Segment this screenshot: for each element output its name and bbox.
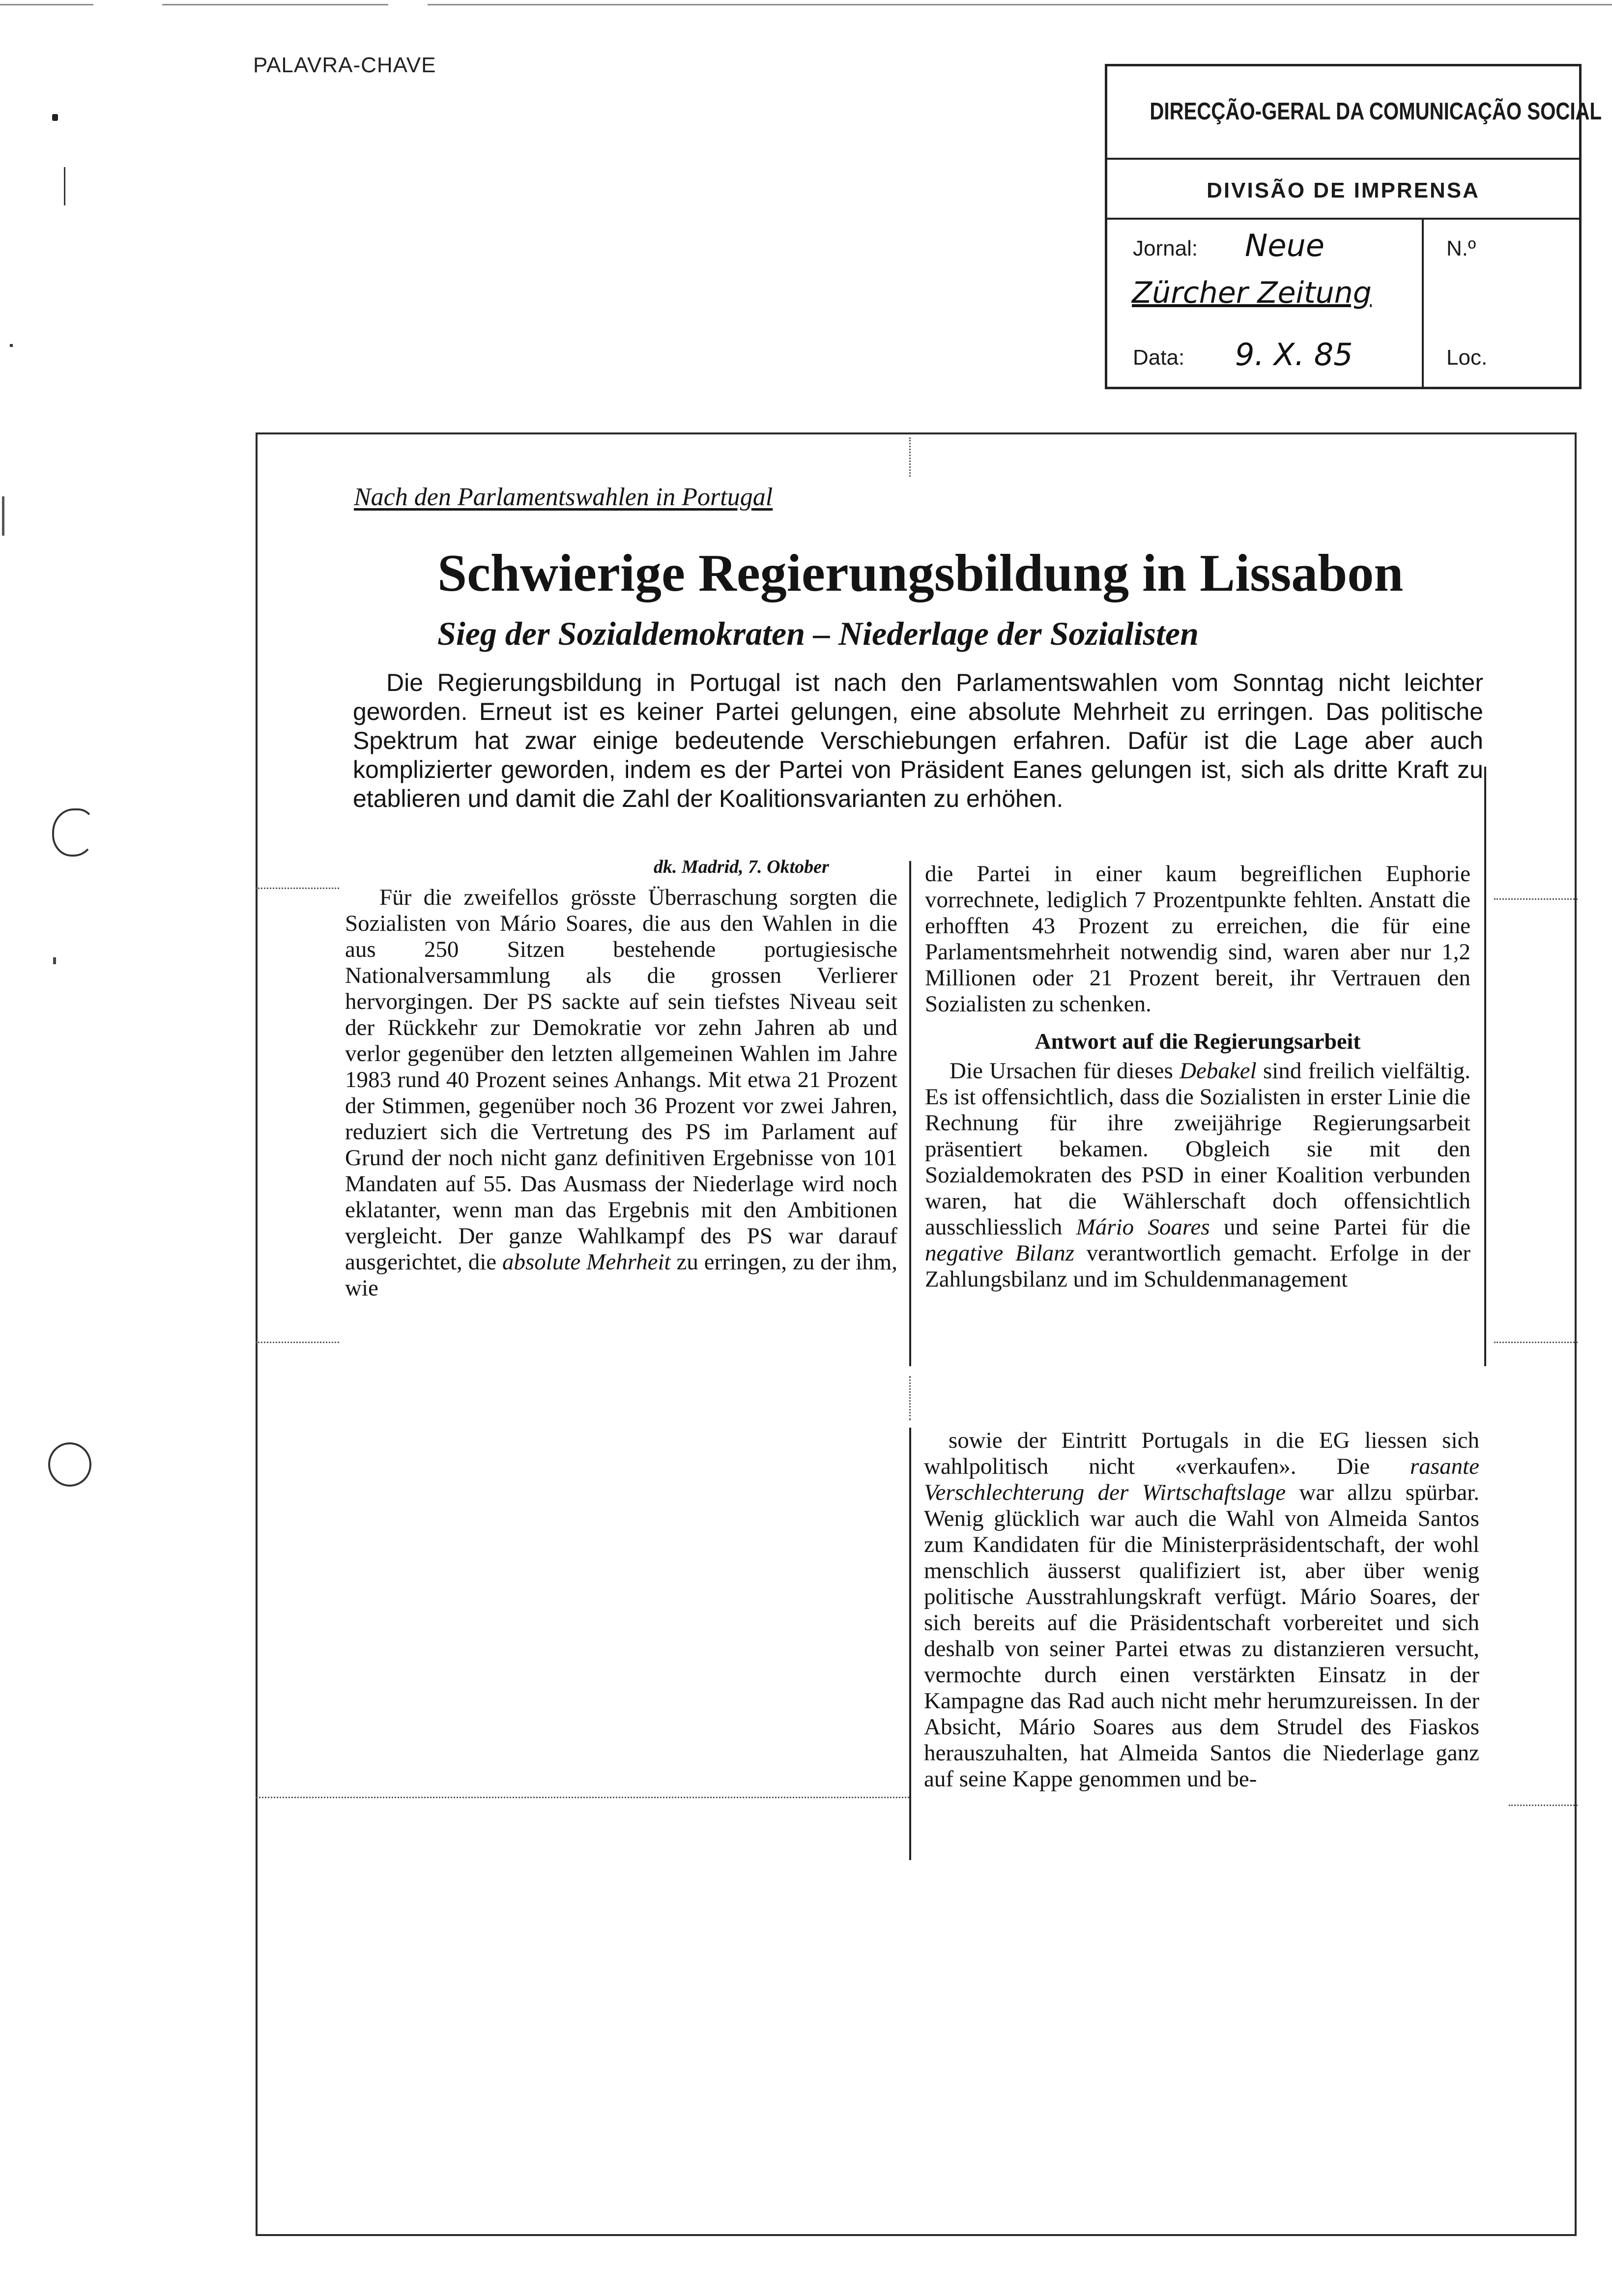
scan-edge-line xyxy=(0,4,93,5)
stamp-agency-name: DIRECÇÃO-GERAL DA COMUNICAÇÃO SOCIAL xyxy=(1150,98,1602,125)
column-2-paragraph-1: die Partei in einer kaum begreiflichen Euphorie vorrechnete, lediglich 7 Prozentpunkte fehlten. Anstatt die erhofften 43 Prozent zu erreichen, die für eine Parlamentsmehrheit notwendig sind, waren aber nur 1,2 Millionen oder 21 Prozent bereit, ihr Vertrauen den Sozialisten zu schenken. xyxy=(925,861,1470,1017)
column-2-text-a: Die Ursachen für dieses xyxy=(950,1058,1173,1084)
stamp-jornal-handwritten-2: Zürcher Zeitung xyxy=(1132,276,1372,310)
cut-guide-vertical xyxy=(909,1376,911,1420)
column-2-text-d: verantwortlich gemacht. Erfolge in der Zahlungsbilanz und im Schuldenmanagement xyxy=(925,1240,1470,1292)
cut-guide-vertical xyxy=(909,437,911,477)
margin-tick xyxy=(64,167,65,205)
stamp-jornal-handwritten-1: Neue xyxy=(1245,228,1324,263)
stamp-number-label: N.º xyxy=(1446,236,1476,260)
article-dateline: dk. Madrid, 7. Oktober xyxy=(654,857,829,877)
hole-punch-mark xyxy=(48,1442,91,1487)
column-rule xyxy=(909,1428,911,1860)
stamp-divider xyxy=(1422,220,1424,387)
keyword-label: PALAVRA-CHAVE xyxy=(253,53,436,77)
margin-tick xyxy=(2,496,4,536)
cut-guide xyxy=(1494,1342,1578,1343)
stamp-agency-row xyxy=(1107,66,1602,160)
column-2-subtitle: Antwort auf die Regierungsarbeit xyxy=(1035,1029,1361,1054)
column-1-end: zu erringen, zu der ihm, wie xyxy=(345,1249,897,1301)
column-1-text: Für die zweifellos grösste Überraschung sorgten die Sozialisten von Mário Soares, die aus den Wahlen in die aus 250 Sitzen bestehende portugiesische Nationalversammlung als die grossen Verlierer hervorgingen. Der PS sackte auf sein tiefstes Niveau seit der Rückkehr zur Demokratie vor zehn Jahren ab und verlor gegenüber den letzten allgemeinen Wahlen im Jahre 1983 rund 40 Prozent seines Anhangs. Mit etwa 21 Prozent der Stimmen, gegenüber noch 36 Prozent vor zwei Jahren, reduziert sich die Vertretung des PS im Parlament auf Grund der noch nicht ganz definitiven Ergebnisse von 101 Mandaten auf 55. Das Ausmass der Niederlage wird noch eklatanter, wenn man das Ergebnis mit den Ambitionen vergleicht. Der ganze Wahlkampf des PS war darauf ausgerichtet, die xyxy=(345,885,897,1275)
hole-punch-mark xyxy=(52,808,95,857)
stamp-jornal-label: Jornal: xyxy=(1133,236,1198,260)
column-2-text-c: und seine Partei für die xyxy=(1223,1214,1471,1240)
cut-guide xyxy=(256,1342,339,1343)
cut-guide xyxy=(256,1797,909,1798)
cut-guide xyxy=(1509,1805,1578,1806)
scan-edge-line xyxy=(428,4,1612,5)
article-column-2 xyxy=(925,861,1470,1292)
press-office-stamp xyxy=(1105,64,1602,389)
stamp-location-label: Loc. xyxy=(1446,345,1488,370)
cut-guide xyxy=(1494,898,1578,900)
column-3-text-b: war allzu spürbar. Wenig glücklich war auch die Wahl von Almeida Santos zum Kandidaten für die Ministerpräsidentschaft, der wohl menschlich äusserst qualifiziert ist, aber über wenig politische Ausstrahlungskraft verfügt. Mário Soares, der sich bereits auf die Präsidentschaft vorbereitet und sich deshalb von seiner Partei etwas zu distanzieren versucht, vermochte durch einen verstärkten Einsatz in der Kampagne das Rad auch nicht mehr herumzureissen. In der Absicht, Mário Soares aus dem Strudel des Fiaskos herauszuhalten, hat Almeida Santos die Niederlage ganz auf seine Kappe genommen und be- xyxy=(924,1480,1480,1792)
scan-edge-line xyxy=(162,4,388,5)
column-1-emphasis: absolute Mehrheit xyxy=(502,1249,671,1275)
column-rule xyxy=(909,861,911,1366)
stamp-date-label: Data: xyxy=(1133,345,1185,370)
article-kicker: Nach den Parlamentswahlen in Portugal xyxy=(354,483,773,511)
column-2-emphasis-3: negative Bilanz xyxy=(925,1240,1075,1266)
column-rule xyxy=(1484,767,1486,1366)
margin-dot xyxy=(10,344,13,347)
article-headline: Schwierige Regierungsbildung in Lissabon xyxy=(437,544,1404,603)
stamp-division-row xyxy=(1107,160,1579,220)
column-3-emphasis: rasante Verschlechterung der Wirtschaftslage xyxy=(924,1454,1480,1505)
article-lead: Die Regierungsbildung in Portugal ist nach den Parlamentswahlen vom Sonntag nicht leichter geworden. Erneut ist es keiner Partei gelungen, eine absolute Mehrheit zu erringen. Das politische Spektrum hat zwar einige bedeutende Verschiebungen erfahren. Dafür ist die Lage aber auch komplizierter geworden, indem es der Partei von Präsident Eanes gelungen ist, sich als dritte Kraft zu etablieren und damit die Zahl der Koalitionsvarianten zu erhöhen. xyxy=(353,669,1483,812)
column-2-emphasis-2: Mário Soares xyxy=(1076,1214,1210,1240)
margin-dot xyxy=(52,114,58,121)
article-subheadline: Sieg der Sozialdemokraten – Niederlage der Sozialisten xyxy=(437,615,1199,652)
column-2-emphasis-1: Debakel xyxy=(1180,1058,1257,1084)
column-2-text-b: sind freilich vielfältig. Es ist offensichtlich, dass die Sozialisten in erster Linie die Rechnung für ihre zweijährige Regierungsarbeit präsentiert bekamen. Obgleich sie mit den Sozialdemokraten des PSD in einer Koalition verbunden waren, hat die Wählerschaft doch offensichtlich ausschliesslich xyxy=(925,1058,1470,1240)
article-column-3 xyxy=(924,1428,1479,1792)
stamp-division-name: DIVISÃO DE IMPRENSA xyxy=(1207,178,1480,202)
cut-guide xyxy=(256,888,339,889)
margin-dot xyxy=(53,957,56,964)
column-3-text-a: sowie der Eintritt Portugals in die EG liessen sich wahlpolitisch nicht «verkaufen». Die xyxy=(924,1428,1479,1479)
stamp-date-handwritten: 9. X. 85 xyxy=(1235,337,1353,373)
article-column-1 xyxy=(345,885,897,1301)
